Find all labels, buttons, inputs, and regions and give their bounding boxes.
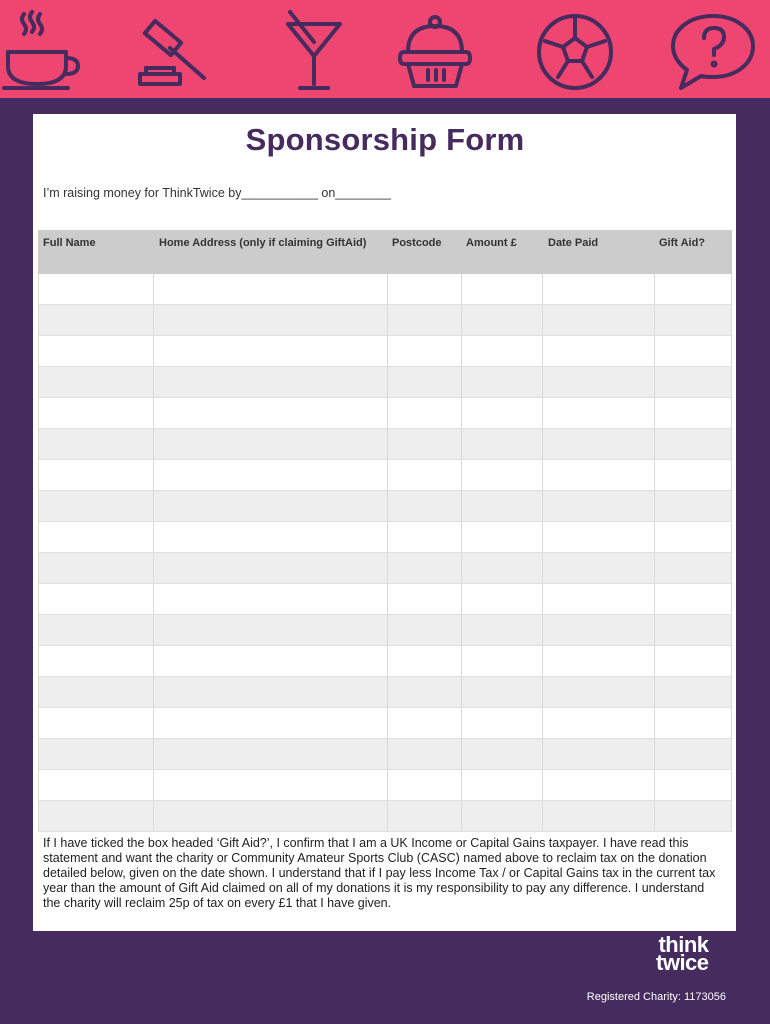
table-cell-divider (38, 584, 39, 614)
table-row (38, 522, 732, 553)
table-cell-divider (542, 460, 543, 490)
table-cell-divider (461, 460, 462, 490)
table-cell-divider (153, 801, 154, 831)
table-cell-divider (153, 429, 154, 459)
table-cell-divider (654, 522, 655, 552)
table-cell-divider (542, 739, 543, 769)
table-cell-divider (153, 336, 154, 366)
table-cell-divider (542, 708, 543, 738)
registered-charity-number: Registered Charity: 1173056 (586, 991, 726, 1003)
table-cell-divider (38, 615, 39, 645)
table-cell-divider (731, 274, 732, 304)
table-cell-divider (461, 522, 462, 552)
table-cell-divider (461, 615, 462, 645)
football-icon (530, 8, 620, 92)
table-cell-divider (387, 398, 388, 428)
table-cell-divider (387, 801, 388, 831)
table-cell-divider (461, 677, 462, 707)
table-row (38, 274, 732, 305)
column-date-paid: Date Paid (548, 237, 599, 249)
header-banner (0, 0, 770, 98)
table-row (38, 398, 732, 429)
table-cell-divider (542, 367, 543, 397)
table-cell-divider (461, 739, 462, 769)
column-amount: Amount £ (466, 237, 517, 249)
table-cell-divider (387, 615, 388, 645)
table-row (38, 460, 732, 491)
table-cell-divider (542, 646, 543, 676)
table-cell-divider (387, 646, 388, 676)
table-cell-divider (654, 708, 655, 738)
table-cell-divider (153, 522, 154, 552)
table-cell-divider (731, 646, 732, 676)
column-home-address: Home Address (only if claiming GiftAid) (159, 237, 367, 249)
logo-twice: twice (656, 950, 709, 975)
table-cell-divider (731, 584, 732, 614)
table-cell-divider (461, 708, 462, 738)
table-cell-divider (461, 646, 462, 676)
table-cell-divider (38, 491, 39, 521)
gift-aid-declaration: If I have ticked the box headed ‘Gift Aid?’, I confirm that I am a UK Income or Capital Gains taxpayer. I have read this statement and want the charity or Community Amateur Sports Club (CASC) named above to reclaim tax on the donation detailed below, given on the date shown. I understand that if I pay less Income Tax / or Capital Gains tax in the current tax year than the amount of Gift Aid claimed on all of my donations it is my responsibility to pay any difference. I understand the charity will reclaim 25p of tax on every £1 that I have given. (43, 836, 716, 910)
table-cell-divider (654, 429, 655, 459)
table-cell-divider (461, 770, 462, 800)
table-cell-divider (153, 615, 154, 645)
table-cell-divider (731, 553, 732, 583)
table-cell-divider (461, 553, 462, 583)
table-cell-divider (731, 522, 732, 552)
table-cell-divider (153, 739, 154, 769)
column-gift-aid: Gift Aid? (659, 237, 706, 249)
table-cell-divider (731, 305, 732, 335)
table-cell-divider (731, 615, 732, 645)
table-cell-divider (461, 584, 462, 614)
table-cell-divider (153, 398, 154, 428)
table-cell-divider (461, 367, 462, 397)
table-cell-divider (38, 770, 39, 800)
table-cell-divider (38, 398, 39, 428)
table-cell-divider (654, 553, 655, 583)
table-cell-divider (542, 615, 543, 645)
table-cell-divider (153, 460, 154, 490)
table-cell-divider (387, 274, 388, 304)
table-cell-divider (731, 460, 732, 490)
table-cell-divider (542, 522, 543, 552)
table-cell-divider (654, 646, 655, 676)
table-cell-divider (542, 305, 543, 335)
table-cell-divider (542, 429, 543, 459)
table-cell-divider (731, 770, 732, 800)
table-cell-divider (387, 429, 388, 459)
table-cell-divider (38, 305, 39, 335)
table-cell-divider (461, 801, 462, 831)
table-row (38, 553, 732, 584)
table-cell-divider (153, 646, 154, 676)
table-cell-divider (387, 460, 388, 490)
table-cell-divider (387, 336, 388, 366)
table-cell-divider (542, 274, 543, 304)
table-cell-divider (731, 398, 732, 428)
table-cell-divider (153, 584, 154, 614)
table-cell-divider (654, 584, 655, 614)
question-speech-bubble-icon (668, 8, 758, 92)
table-row (38, 739, 732, 770)
table-cell-divider (153, 770, 154, 800)
table-cell-divider (542, 770, 543, 800)
table-cell-divider (38, 646, 39, 676)
table-cell-divider (387, 522, 388, 552)
table-row (38, 615, 732, 646)
table-cell-divider (731, 739, 732, 769)
table-header (38, 230, 732, 274)
table-cell-divider (153, 274, 154, 304)
table-cell-divider (542, 801, 543, 831)
table-row (38, 584, 732, 615)
table-cell-divider (38, 553, 39, 583)
table-cell-divider (654, 615, 655, 645)
table-row (38, 305, 732, 336)
table-cell-divider (461, 336, 462, 366)
table-cell-divider (38, 739, 39, 769)
table-cell-divider (654, 677, 655, 707)
table-cell-divider (654, 460, 655, 490)
table-cell-divider (654, 801, 655, 831)
think-twice-logo (656, 932, 709, 975)
table-cell-divider (387, 708, 388, 738)
table-cell-divider (38, 677, 39, 707)
table-row (38, 708, 732, 739)
table-cell-divider (153, 367, 154, 397)
table-cell-divider (153, 553, 154, 583)
page-title: Sponsorship Form (245, 122, 525, 157)
table-cell-divider (461, 491, 462, 521)
table-cell-divider (654, 336, 655, 366)
table-cell-divider (153, 677, 154, 707)
table-cell-divider (731, 336, 732, 366)
cupcake-icon (390, 8, 480, 92)
table-row (38, 367, 732, 398)
table-row (38, 801, 732, 832)
table-cell-divider (654, 274, 655, 304)
table-cell-divider (461, 305, 462, 335)
table-row (38, 646, 732, 677)
table-row (38, 336, 732, 367)
table-cell-divider (461, 274, 462, 304)
table-cell-divider (387, 367, 388, 397)
table-cell-divider (38, 429, 39, 459)
table-cell-divider (153, 708, 154, 738)
table-cell-divider (731, 708, 732, 738)
table-cell-divider (731, 367, 732, 397)
table-cell-divider (542, 336, 543, 366)
table-cell-divider (654, 367, 655, 397)
logo-think: think (658, 932, 709, 957)
table-cell-divider (387, 305, 388, 335)
table-cell-divider (38, 336, 39, 366)
table-cell-divider (387, 770, 388, 800)
table-cell-divider (387, 739, 388, 769)
table-cell-divider (38, 460, 39, 490)
table-cell-divider (731, 491, 732, 521)
table-cell-divider (387, 553, 388, 583)
table-cell-divider (387, 677, 388, 707)
table-cell-divider (654, 305, 655, 335)
raising-money-line: I’m raising money for ThinkTwice by___________ on________ (43, 186, 391, 200)
coffee-cup-icon (0, 8, 90, 92)
table-cell-divider (542, 491, 543, 521)
table-cell-divider (387, 584, 388, 614)
table-cell-divider (542, 677, 543, 707)
table-cell-divider (654, 398, 655, 428)
table-row (38, 491, 732, 522)
table-row (38, 677, 732, 708)
table-cell-divider (38, 801, 39, 831)
column-postcode: Postcode (392, 237, 442, 249)
cocktail-glass-icon (270, 8, 360, 92)
table-cell-divider (461, 429, 462, 459)
table-cell-divider (731, 801, 732, 831)
table-cell-divider (461, 398, 462, 428)
table-cell-divider (387, 491, 388, 521)
sponsorship-table (38, 230, 732, 832)
table-cell-divider (38, 367, 39, 397)
table-cell-divider (731, 429, 732, 459)
table-cell-divider (153, 491, 154, 521)
table-cell-divider (38, 708, 39, 738)
table-body (38, 274, 732, 832)
table-cell-divider (38, 274, 39, 304)
table-cell-divider (654, 739, 655, 769)
column-full-name: Full Name (43, 237, 96, 249)
table-cell-divider (731, 677, 732, 707)
table-cell-divider (38, 522, 39, 552)
table-cell-divider (654, 491, 655, 521)
table-row (38, 429, 732, 460)
table-cell-divider (542, 398, 543, 428)
table-cell-divider (153, 305, 154, 335)
table-cell-divider (542, 553, 543, 583)
gavel-icon (128, 8, 218, 92)
table-cell-divider (654, 770, 655, 800)
table-cell-divider (542, 584, 543, 614)
table-row (38, 770, 732, 801)
